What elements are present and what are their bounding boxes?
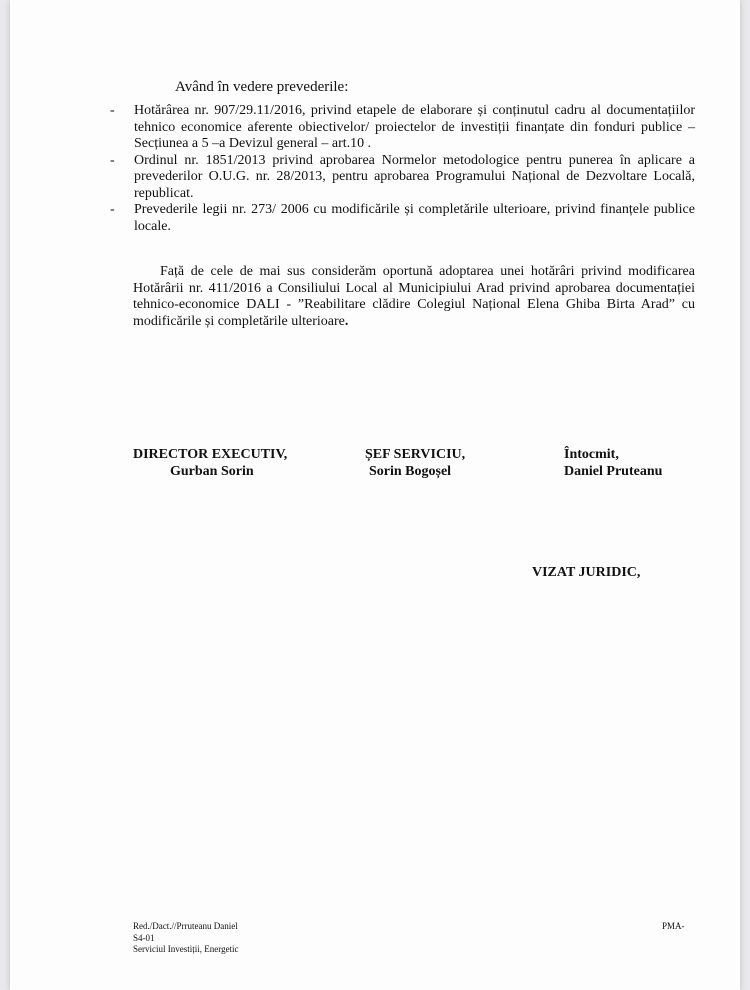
signature-name: Daniel Pruteanu (564, 464, 663, 479)
list-item-text: Prevederile legii nr. 273/ 2006 cu modificările și completările ulterioare, privind finanțele publice locale. (134, 202, 695, 234)
legal-approval-label: VIZAT JURIDIC, (532, 565, 641, 580)
list-item (110, 103, 695, 153)
bullet-dash: - (110, 152, 115, 168)
signature-title: ȘEF SERVICIU, (365, 447, 466, 462)
signature-director (133, 446, 287, 480)
signature-head-of-service (365, 446, 465, 480)
signature-prepared-by (564, 446, 662, 480)
footer-code: PMA- (662, 921, 685, 931)
legal-basis-list (110, 103, 695, 235)
list-item-text: Ordinul nr. 1851/2013 privind aprobarea Normelor metodologice pentru punerea în aplicare a prevederilor O.U.G. nr. 28/2013, pentru aprobarea Programului Național de Dezvoltare Locală, republicat. (134, 152, 695, 201)
document-page (10, 0, 740, 990)
signature-title: DIRECTOR EXECUTIV, (133, 447, 288, 462)
conclusion-paragraph (133, 264, 695, 330)
list-item-text: Hotărârea nr. 907/29.11/2016, privind etapele de elaborare și conținutul cadru al documentațiilor tehnico economice aferente obiectivelor/ proiectelor de investiții finanțate din fonduri publice – Secțiunea a 5 –a Devizul general – art.10 . (134, 103, 695, 151)
intro-text: Având în vedere prevederile: (175, 79, 349, 95)
signature-name: Sorin Bogoșel (369, 464, 452, 479)
conclusion-period: . (344, 313, 349, 329)
footer-info (133, 921, 239, 956)
footer-line: Serviciul Investiții, Energetic (133, 944, 239, 954)
footer-line: S4-01 (133, 932, 155, 943)
signature-name: Gurban Sorin (170, 464, 254, 479)
signature-title: Întocmit, (564, 447, 619, 462)
footer-line: Red./Dact.//Prruteanu Daniel (133, 921, 238, 931)
bullet-dash: - (110, 202, 115, 217)
conclusion-text: Față de cele de mai sus considerăm oportună adoptarea unei hotărâri privind modificarea Hotărârii nr. 411/2016 a Consiliului Local al Municipiului Arad privind aprobarea documentației tehnico-economice DALI - ”Reabilitare clădire Colegiul Național Elena Ghiba Birta Arad” cu modificările și completările ulterioare (133, 264, 695, 329)
bullet-dash: - (110, 103, 115, 118)
list-item (110, 153, 695, 203)
list-item (110, 202, 695, 235)
